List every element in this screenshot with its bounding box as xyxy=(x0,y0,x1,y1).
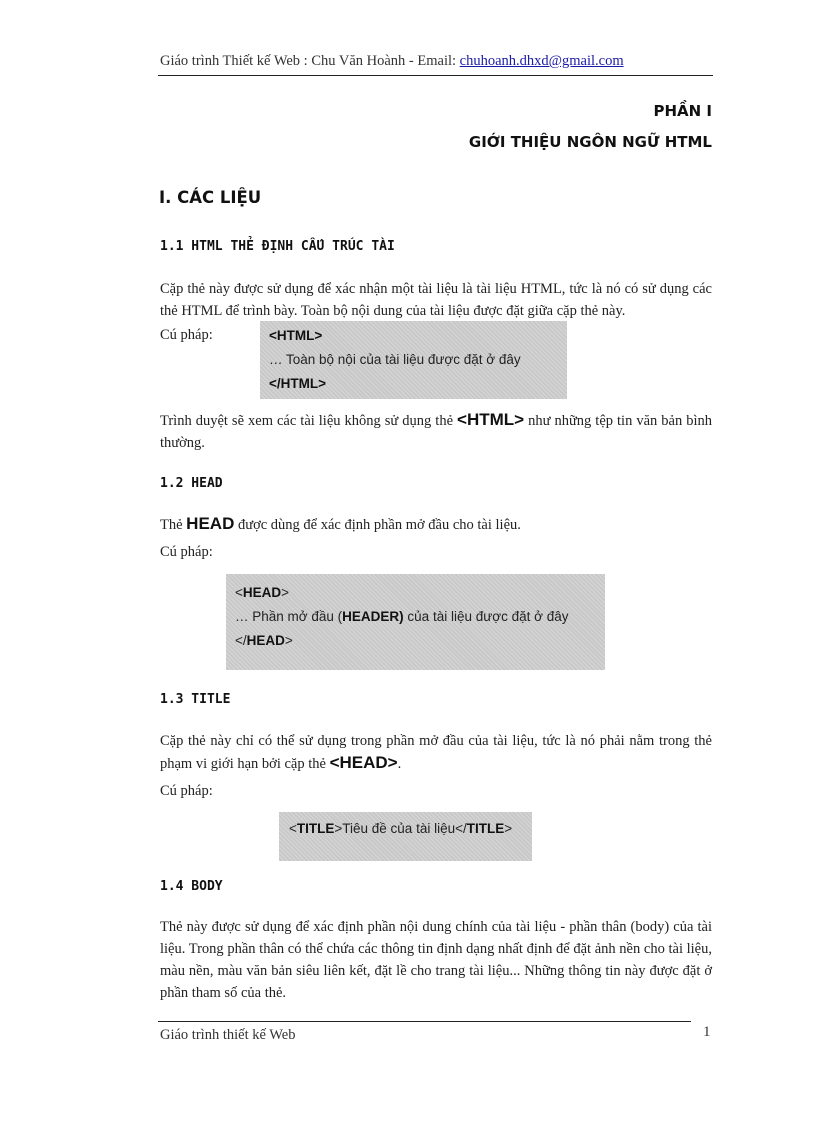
paragraph-title: Cặp thẻ này chỉ có thể sử dụng trong phần mở đầu của tài liệu, tức là nó phải nằm trong thẻ phạm vi giới hạn bởi cặp thẻ <HEAD>. xyxy=(160,733,712,772)
code-block-title xyxy=(279,812,532,861)
paragraph-body: Thẻ này được sử dụng để xác định phần nội dung chính của tài liệu - phần thân (body) của tài liệu. Trong phần thân có thể chứa các thông tin định dạng nhất định để đặt ảnh nền cho tài liệu, màu nền, màu văn bản siêu liên kết, đặt lề cho trang tài liệu... Những thông tin này được đặt ở phần tham số của thẻ. xyxy=(160,919,712,1001)
footer-title: Giáo trình thiết kế Web xyxy=(160,1027,296,1043)
code-block-head xyxy=(226,574,605,670)
subsection-heading-head: 1.2 HEAD xyxy=(160,476,223,491)
code-line: <HEAD> xyxy=(235,585,290,600)
code-line: <HTML> xyxy=(269,328,323,343)
syntax-label: Cú pháp: xyxy=(160,327,213,343)
tag-head: <HEAD> xyxy=(329,753,398,772)
code-line: … Phần mở đầu (HEADER) của tài liệu được đặt ở đây xyxy=(235,609,569,624)
footer-divider xyxy=(158,1021,691,1022)
tag-html: <HTML> xyxy=(457,410,525,429)
email-link[interactable]: chuhoanh.dhxd@gmail.com xyxy=(459,53,624,69)
paragraph-html-note: Trình duyệt sẽ xem các tài liệu không sử dụng thẻ <HTML> như những tệp tin văn bản bình thường. xyxy=(160,410,712,451)
header-title: Giáo trình Thiết kế Web : Chu Văn Hoành - Email: xyxy=(160,53,460,69)
syntax-label: Cú pháp: xyxy=(160,544,213,560)
page-number: 1 xyxy=(703,1024,711,1040)
tag-head: HEAD xyxy=(186,514,235,533)
page-header xyxy=(160,53,712,70)
syntax-label: Cú pháp: xyxy=(160,783,213,799)
code-line: </HEAD> xyxy=(235,633,293,648)
paragraph-html-intro: Cặp thẻ này được sử dụng để xác nhận một tài liệu là tài liệu HTML, tức là nó có sử dụng các thẻ HTML để trình bày. Toàn bộ nội dung của tài liệu được đặt giữa cặp thẻ này. xyxy=(160,281,712,319)
code-line: … Toàn bộ nội của tài liệu được đặt ở đây xyxy=(269,352,521,367)
paragraph-head: Thẻ HEAD được dùng để xác định phần mở đầu cho tài liệu. xyxy=(160,514,521,533)
subsection-heading-body: 1.4 BODY xyxy=(160,879,223,894)
part-number: PHẦN I xyxy=(653,102,712,120)
part-title: GIỚI THIỆU NGÔN NGỮ HTML xyxy=(468,133,712,151)
code-line: <TITLE>Tiêu đề của tài liệu</TITLE> xyxy=(289,821,513,836)
subsection-heading-title: 1.3 TITLE xyxy=(160,692,231,707)
code-line: </HTML> xyxy=(269,376,327,391)
subsection-heading-html: 1.1 HTML THẺ ĐỊNH CẤU TRÚC TÀI xyxy=(160,239,395,254)
header-divider xyxy=(158,75,713,76)
section-heading: I. CÁC LIỆU xyxy=(159,188,262,207)
code-block-html xyxy=(260,321,567,399)
